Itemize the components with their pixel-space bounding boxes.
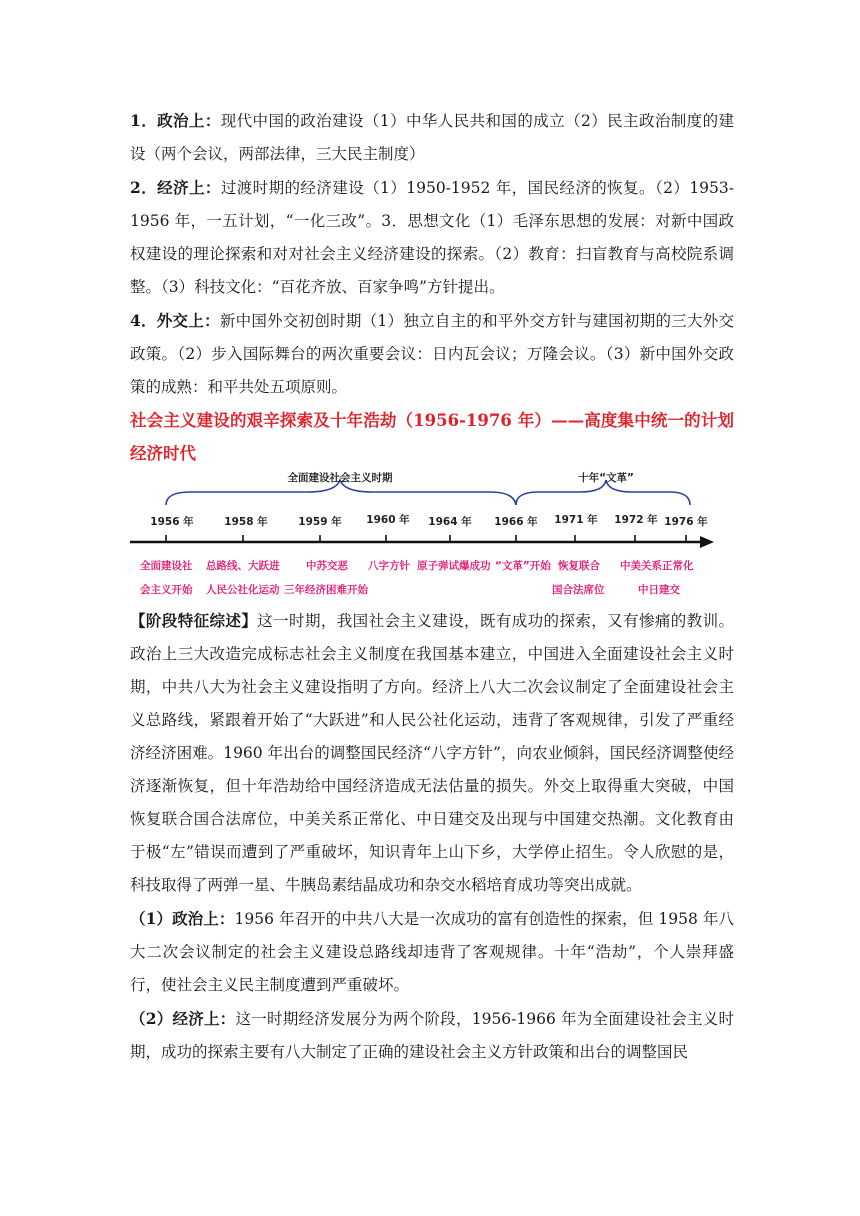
year-1972: 1972 年	[614, 514, 658, 526]
paragraph-economy-detail	[130, 1002, 734, 1069]
event-1959-sino-soviet: 中苏交恶	[306, 560, 348, 572]
event-1964-atomic: 原子弹试爆成功	[417, 560, 491, 572]
document-page	[130, 104, 734, 1069]
year-1960: 1960 年	[366, 514, 410, 526]
lead-politics-detail: （1）政治上：	[130, 909, 235, 928]
paragraph-politics	[130, 104, 734, 171]
year-1971: 1971 年	[554, 514, 598, 526]
brace-label-cultural-revolution: 十年“文革”	[578, 472, 634, 484]
section-heading: 社会主义建设的艰辛探索及十年浩劫（1956-1976 年）——高度集中统一的计划经济时代	[130, 411, 734, 463]
year-1964: 1964 年	[428, 516, 472, 528]
lead-politics: 1．政治上：	[130, 111, 221, 130]
year-1958: 1958 年	[224, 516, 268, 528]
paragraph-diplomacy	[130, 304, 734, 404]
year-1959: 1959 年	[298, 516, 342, 528]
text-economy: 过渡时期的经济建设（1）1950-1952 年，国民经济的恢复。（2）1953-1956 年，一五计划，“一化三改”。3．思想文化（1）毛泽东思想的发展：对新中国政权建设的理论探索和对对社会主义经济建设的探索。（2）教育：扫盲教育与高校院系调整。（3）科技文化：“百花齐放、百家争鸣”方针提出。	[130, 179, 734, 296]
lead-economy-detail: （2）经济上：	[130, 1009, 236, 1028]
paragraph-politics-detail	[130, 902, 734, 1002]
timeline-lines	[130, 472, 734, 600]
event-1956-line1: 全面建设社	[140, 560, 193, 572]
year-1976: 1976 年	[664, 516, 708, 528]
text-politics: 现代中国的政治建设（1）中华人民共和国的成立（2）民主政治制度的建设（两个会议，两部法律，三大民主制度）	[130, 112, 734, 163]
timeline-diagram	[130, 472, 734, 600]
event-1972-sino-japan: 中日建交	[638, 584, 680, 596]
paragraph-summary	[130, 604, 734, 902]
event-1958-communes: 人民公社化运动	[206, 584, 280, 596]
text-diplomacy: 新中国外交初创时期（1）独立自主的和平外交方针与建国初期的三大外交政策。（2）步入国际舞台的两次重要会议：日内瓦会议；万隆会议。（3）新中国外交政策的成熟：和平共处五项原则。	[130, 312, 734, 396]
event-1966-cultural-revolution: “文革”开始	[495, 560, 551, 572]
text-economy-detail: 这一时期经济发展分为两个阶段，1956-1966 年为全面建设社会主义时期，成功的探索主要有八大制定了正确的建设社会主义方针政策和出台的调整国民	[130, 1010, 734, 1061]
year-1956: 1956 年	[150, 516, 194, 528]
event-1959-difficulties: 三年经济困难开始	[284, 584, 368, 596]
text-politics-detail: 1956 年召开的中共八大是一次成功的富有创造性的探索，但 1958 年八大二次会议制定的社会主义建设总路线却违背了客观规律。十年“浩劫”，个人崇拜盛行，使社会主义民主制度遭到严重破坏。	[130, 910, 734, 994]
brace-label-socialist-construction: 全面建设社会主义时期	[287, 472, 393, 484]
paragraph-economy	[130, 171, 734, 304]
event-1971-un-line1: 恢复联合	[558, 560, 600, 572]
event-1971-un-line2: 国合法席位	[552, 584, 605, 596]
event-1960-eight-char: 八字方针	[368, 560, 410, 572]
event-1958-great-leap: 总路线、大跃进	[206, 560, 280, 572]
event-1972-sino-us: 中美关系正常化	[620, 560, 694, 572]
year-1966: 1966 年	[494, 516, 538, 528]
text-summary: 这一时期，我国社会主义建设，既有成功的探索，又有惨痛的教训。政治上三大改造完成标志社会主义制度在我国基本建立，中国进入全面建设社会主义时期，中共八大为社会主义建设指明了方向。经济上八大二次会议制定了全面建设社会主义总路线，紧跟着开始了“大跃进”和人民公社化运动，违背了客观规律，引发了严重经济经济困难。1960 年出台的调整国民经济“八字方针”，向农业倾斜，国民经济调整使经济逐渐恢复，但十年浩劫给中国经济造成无法估量的损失。外交上取得重大突破，中国恢复联合国合法席位，中美关系正常化、中日建交及出现与中国建交热潮。文化教育由于极“左”错误而遭到了严重破坏，知识青年上山下乡，大学停止招生。令人欣慰的是，科技取得了两弹一星、牛胰岛素结晶成功和杂交水稻培育成功等突出成就。	[130, 612, 734, 894]
lead-summary: 【阶段特征综述】	[130, 611, 258, 630]
lead-economy: 2．经济上：	[130, 178, 221, 197]
lead-diplomacy: 4．外交上：	[130, 311, 220, 330]
event-1956-line2: 会主义开始	[140, 584, 193, 596]
